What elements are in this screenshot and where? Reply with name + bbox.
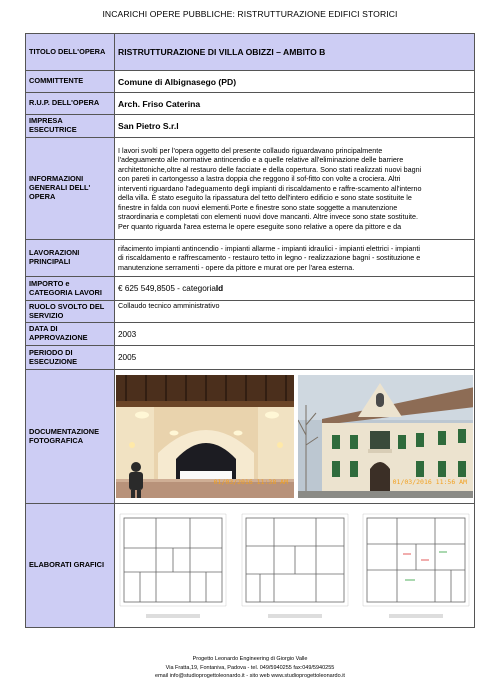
value-elaborati — [115, 504, 475, 628]
value-documentazione — [115, 370, 475, 504]
info-line: l'adeguamento alle normative antincendio e a quelle relative all'eliminazione delle barriere — [118, 155, 404, 165]
footer-address: Via Fratta,19, Fontaniva, Padova - tel. 049/5940255 fax:049/5940255 — [165, 664, 335, 671]
lavorazioni-line: rifacimento impianti antincendio - impianti allarme - impianti idraulici - impianti elettrici - impianti — [118, 243, 420, 253]
row-lavorazioni — [26, 240, 475, 277]
label-lavorazioni: LAVORAZIONI PRINCIPALI — [26, 240, 115, 277]
label-data: DATA DI APPROVAZIONE — [26, 323, 115, 346]
floor-plan-drawing — [359, 508, 473, 623]
label-rup: R.U.P. DELL'OPERA — [26, 93, 115, 115]
row-rup — [26, 93, 475, 115]
row-impresa — [26, 115, 475, 138]
photo-exterior-timestamp: 01/03/2016 11:56 AM — [392, 478, 467, 486]
label-documentazione: DOCUMENTAZIONE FOTOGRAFICA — [26, 370, 115, 504]
photo-interior-timestamp: 01/03/2016 11:38 AM — [213, 478, 288, 486]
label-periodo: PERIODO DI ESECUZIONE — [26, 346, 115, 370]
row-periodo — [26, 346, 475, 370]
value-data: 2003 — [115, 323, 475, 346]
photo-exterior — [298, 375, 473, 498]
plan-strip — [115, 508, 474, 623]
footer-contacts: email info@studioprogettoleonardo.it - sito web www.studioprogettoleonardo.it — [155, 673, 345, 680]
label-ruolo: RUOLO SVOLTO DEL SERVIZIO — [26, 301, 115, 323]
value-titolo: RISTRUTTURAZIONE DI VILLA OBIZZI – AMBITO B — [115, 34, 475, 71]
label-committente: COMMITTENTE — [26, 71, 115, 93]
info-line: della villa. È stato eseguito la ripassatura del tetto dell'intero edificio e sono state sostituite le — [118, 193, 412, 203]
value-importo — [115, 277, 475, 301]
value-ruolo: Collaudo tecnico amministrativo — [115, 301, 475, 323]
row-importo — [26, 277, 475, 301]
label-impresa: IMPRESA ESECUTRICE — [26, 115, 115, 138]
label-importo: IMPORTO e CATEGORIA LAVORI — [26, 277, 115, 301]
photo-interior — [116, 375, 294, 498]
info-line: I lavori svolti per l'opera oggetto del presente collaudo riguardavano principalmente — [118, 145, 383, 155]
label-informazioni: INFORMAZIONI GENERALI DELL' OPERA — [26, 138, 115, 240]
info-line: straordinaria e completati con elementi nuovi dove mancanti. Altre invece sono state sostituite. — [118, 212, 419, 222]
value-committente: Comune di Albignasego (PD) — [115, 71, 475, 93]
info-line: architettoniche,oltre al restauro delle facciate e della copertura. Sono stati realizzati nuovi bagni — [118, 164, 422, 174]
footer-company: Progetto Leonardo Engineering di Giorgio Valle — [192, 656, 308, 662]
value-informazioni — [115, 138, 475, 240]
info-line: Per quanto riguarda l'area esterna le opere eseguite sono relative a opere da pittore e da — [118, 221, 402, 231]
info-line: con pareti in cartongesso a lastra doppia che reggono il sof-fitto con volte a crociera. Altri — [118, 174, 401, 184]
importo-category: Id — [215, 284, 224, 293]
row-documentazione — [26, 370, 475, 504]
label-titolo: TITOLO DELL'OPERA — [26, 34, 115, 71]
row-informazioni — [26, 138, 475, 240]
project-sheet — [25, 33, 475, 628]
row-ruolo — [26, 301, 475, 323]
importo-amount: € 625 549,8505 - categoria — [118, 284, 216, 293]
photo-strip — [116, 375, 473, 498]
row-titolo — [26, 34, 475, 71]
info-line: interventi riguardano l'adeguamento degli impianti di riscaldamento e raffre-scamento all'interno — [118, 183, 422, 193]
row-committente — [26, 71, 475, 93]
floor-plan-drawing — [116, 508, 230, 623]
floor-plan-drawing — [238, 508, 352, 623]
lavorazioni-line: di riscaldamento e raffrescamento - restauro tetto in legno - realizzazione bagni - sostituzione e — [118, 253, 421, 263]
label-elaborati: ELABORATI GRAFICI — [26, 504, 115, 628]
page-footer — [0, 655, 500, 681]
value-impresa: San Pietro S.r.l — [115, 115, 475, 138]
value-lavorazioni — [115, 240, 475, 277]
value-rup: Arch. Friso Caterina — [115, 93, 475, 115]
info-line: finestre in falda con nuovi elementi.Porte e finestre sono state soggette a manutenzione — [118, 202, 398, 212]
row-elaborati — [26, 504, 475, 628]
row-data — [26, 323, 475, 346]
page-header: INCARICHI OPERE PUBBLICHE: RISTRUTTURAZIONE EDIFICI STORICI — [102, 9, 398, 19]
value-periodo: 2005 — [115, 346, 475, 370]
lavorazioni-line: manutenzione serramenti - opere da pittore e murat ore per l'area esterna. — [118, 262, 355, 272]
